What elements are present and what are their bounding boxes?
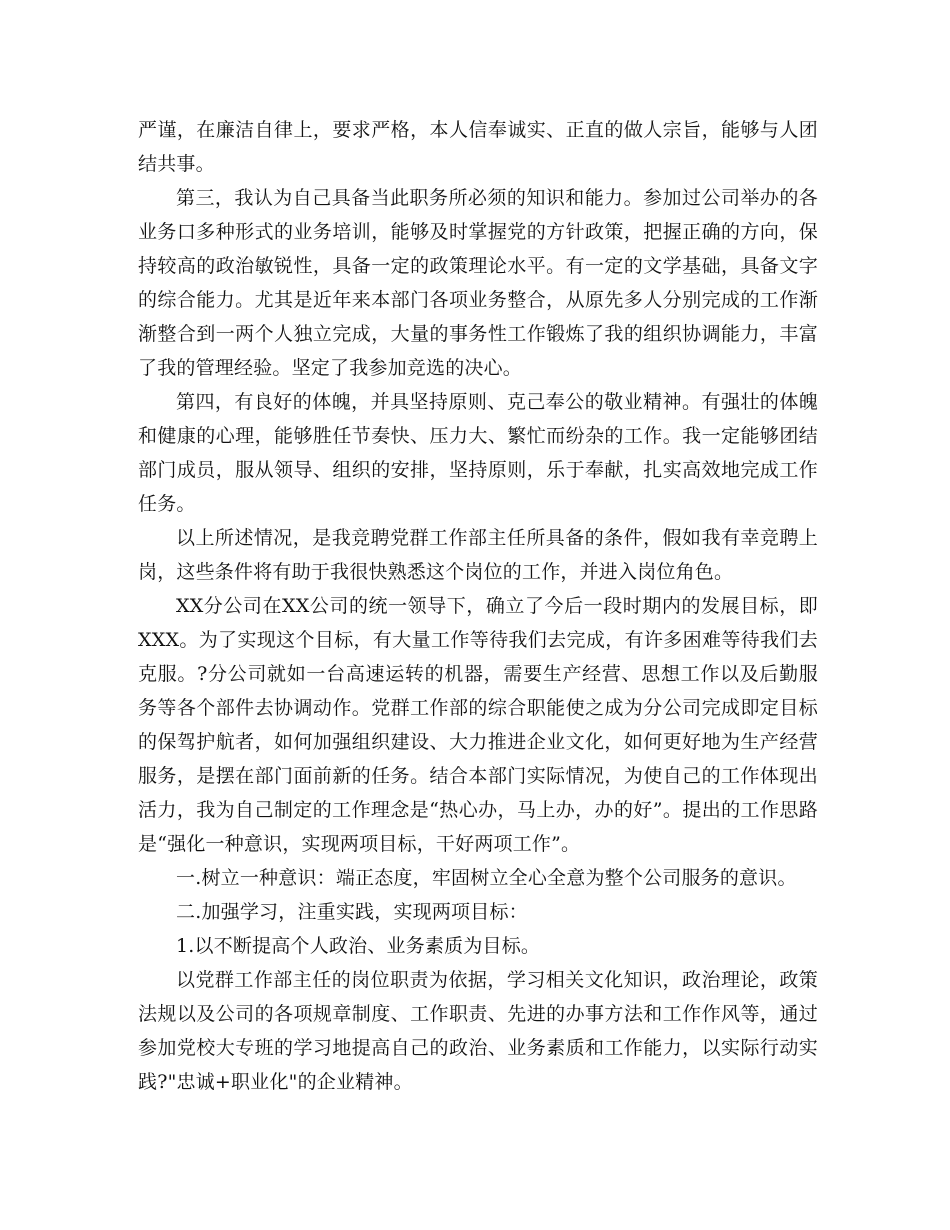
paragraph-summary: 以上所述情况，是我竞聘党群工作部主任所具备的条件，假如我有幸竞聘上岗，这些条件将有助于我很快熟悉这个岗位的工作，并进入岗位角色。: [138, 527, 818, 583]
paragraph-point-one: 一.树立一种意识：端正态度，牢固树立全心全意为整个公司服务的意识。: [176, 867, 797, 889]
paragraph-fourth-qualification: 第四，有良好的体魄，并具坚持原则、克己奉公的敬业精神。有强壮的体魄和健康的心理，能够胜任节奏快、压力大、繁忙而纷杂的工作。我一定能够团结部门成员，服从领导、组织的安排，坚持原则，乐于奉献，扎实高效地完成工作任务。: [138, 391, 818, 515]
paragraph-branch-goals: XX分公司在XX公司的统一领导下，确立了今后一段时期内的发展目标，即XXX。为了实现这个目标，有大量工作等待我们去完成，有许多困难等待我们去克服。?分公司就如一台高速运转的机器，需要生产经营、思想工作以及后勤服务等各个部件去协调动作。党群工作部的综合职能使之成为分公司完成即定目标的保驾护航者，如何加强组织建设、大力推进企业文化，如何更好地为生产经营服务，是摆在部门面前新的任务。结合本部门实际情况，为使自己的工作体现出活力，我为自己制定的工作理念是“热心办，马上办，办的好”。提出的工作思路是“强化一种意识，实现两项目标，干好两项工作”。: [138, 595, 818, 855]
paragraph-subpoint-one: 1.以不断提高个人政治、业务素质为目标。: [176, 935, 541, 957]
paragraph-third-qualification: 第三，我认为自己具备当此职务所必须的知识和能力。参加过公司举办的各业务口多种形式的业务培训，能够及时掌握党的方针政策，把握正确的方向，保持较高的政治敏锐性，具备一定的政策理论水平。有一定的文学基础，具备文字的综合能力。尤其是近年来本部门各项业务整合，从原先多人分别完成的工作渐渐整合到一两个人独立完成，大量的事务性工作锻炼了我的组织协调能力，丰富了我的管理经验。坚定了我参加竞选的决心。: [138, 187, 818, 379]
paragraph-study-plan: 以党群工作部主任的岗位职责为依据，学习相关文化知识，政治理论，政策法规以及公司的各项规章制度、工作职责、先进的办事方法和工作作风等，通过参加党校大专班的学习地提高自己的政治、业务素质和工作能力，以实际行动实践?"忠诚+职业化"的企业精神。: [138, 969, 818, 1093]
paragraph-continuation: 严谨，在廉洁自律上，要求严格，本人信奉诚实、正直的做人宗旨，能够与人团结共事。: [138, 119, 818, 175]
paragraph-point-two: 二.加强学习，注重实践，实现两项目标：: [176, 901, 528, 923]
document-body: [138, 113, 818, 1099]
